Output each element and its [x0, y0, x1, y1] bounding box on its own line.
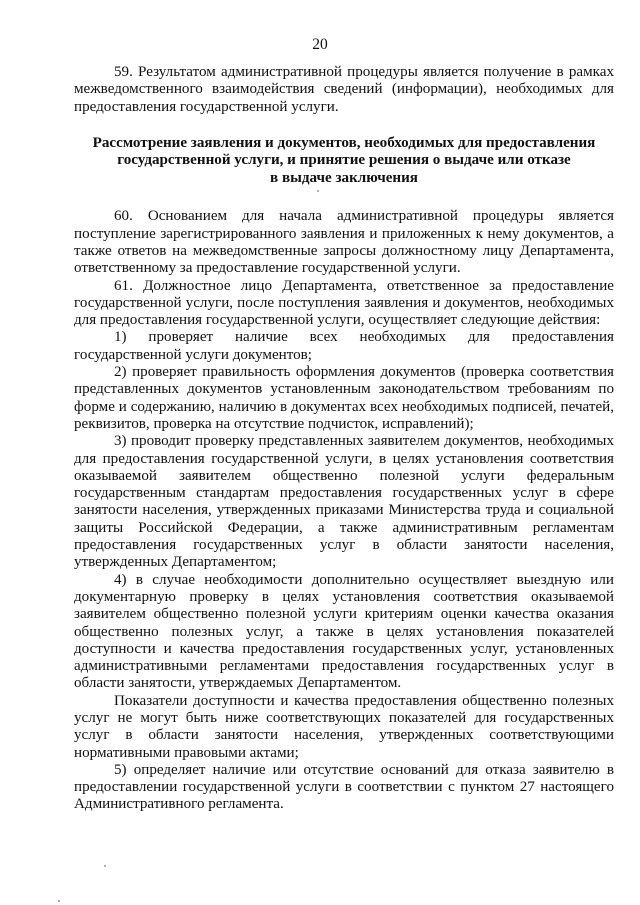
paragraph-61: 61. Должностное лицо Департамента, ответственное за предоставление государственной услуги, после поступления заявления и документов, необходимых для предоставления государственной услуги, осуществляет следующие действия:	[74, 277, 614, 329]
scan-speck	[104, 865, 106, 867]
page-number: 20	[312, 36, 328, 53]
list-item-5: 5) определяет наличие или отсутствие оснований для отказа заявителю в предоставлении государственной услуги в соответствии с пунктом 27 настоящего Административного регламента.	[74, 761, 614, 813]
paragraph-60: 60. Основанием для начала административной процедуры является поступление зарегистрированного заявления и приложенных к нему документов, а также ответов на межведомственные запросы должностному лицу Департамента, ответственному за предоставление государственной услуги.	[74, 208, 614, 277]
scan-speck	[317, 190, 319, 192]
section-heading	[74, 135, 614, 188]
list-item-3: 3) проводит проверку представленных заявителем документов, необходимых для предоставления государственной услуги, в целях установления соответствия оказываемой заявителем общественно полезной услуги федеральным государственным стандартам предоставления государственных услуг в сфере занятости населения, утвержденных приказами Министерства труда и социальной защиты Российской Федерации, а также административным регламентам предоставления государственных услуг в области занятости населения, утвержденных Департаментом;	[74, 433, 614, 571]
quality-indicators-paragraph: Показатели доступности и качества предоставления общественно полезных услуг не могут быть ниже соответствующих показателей для государственных услуг в области занятости населения, утвержденных соответствующими нормативными правовыми актами;	[74, 692, 614, 761]
section-heading-line-3: в выдаче заключения	[270, 169, 418, 186]
scan-speck	[58, 900, 60, 902]
list-item-1: 1) проверяет наличие всех необходимых для предоставления государственной услуги документов;	[74, 329, 614, 363]
document-body	[74, 64, 614, 814]
list-item-2: 2) проверяет правильность оформления документов (проверка соответствия представленных документов установленным законодательством требованиям по форме и содержанию, наличию в документах всех необходимых подписей, печатей, реквизитов, проверка на отсутствие подчисток, исправлений);	[74, 364, 614, 432]
section-heading-line-2: государственной услуги, и принятие решения о выдаче или отказе	[117, 152, 571, 169]
paragraph-59: 59. Результатом административной процедуры является получение в рамках межведомственного взаимодействия сведений (информации), необходимых для предоставления государственной услуги.	[74, 64, 614, 115]
list-item-4: 4) в случае необходимости дополнительно осуществляет выездную или документарную проверку в целях установления соответствия оказываемой заявителем общественно полезной услуги критериям оценки качества оказания общественно полезных услуг, а также в целях установления показателей доступности и качества предоставления государственных услуг, установленных административными регламентами предоставления государственных услуг в области занятости, утверждаемых Департаментом.	[74, 571, 614, 692]
section-heading-line-1: Рассмотрение заявления и документов, необходимых для предоставления	[92, 134, 596, 151]
